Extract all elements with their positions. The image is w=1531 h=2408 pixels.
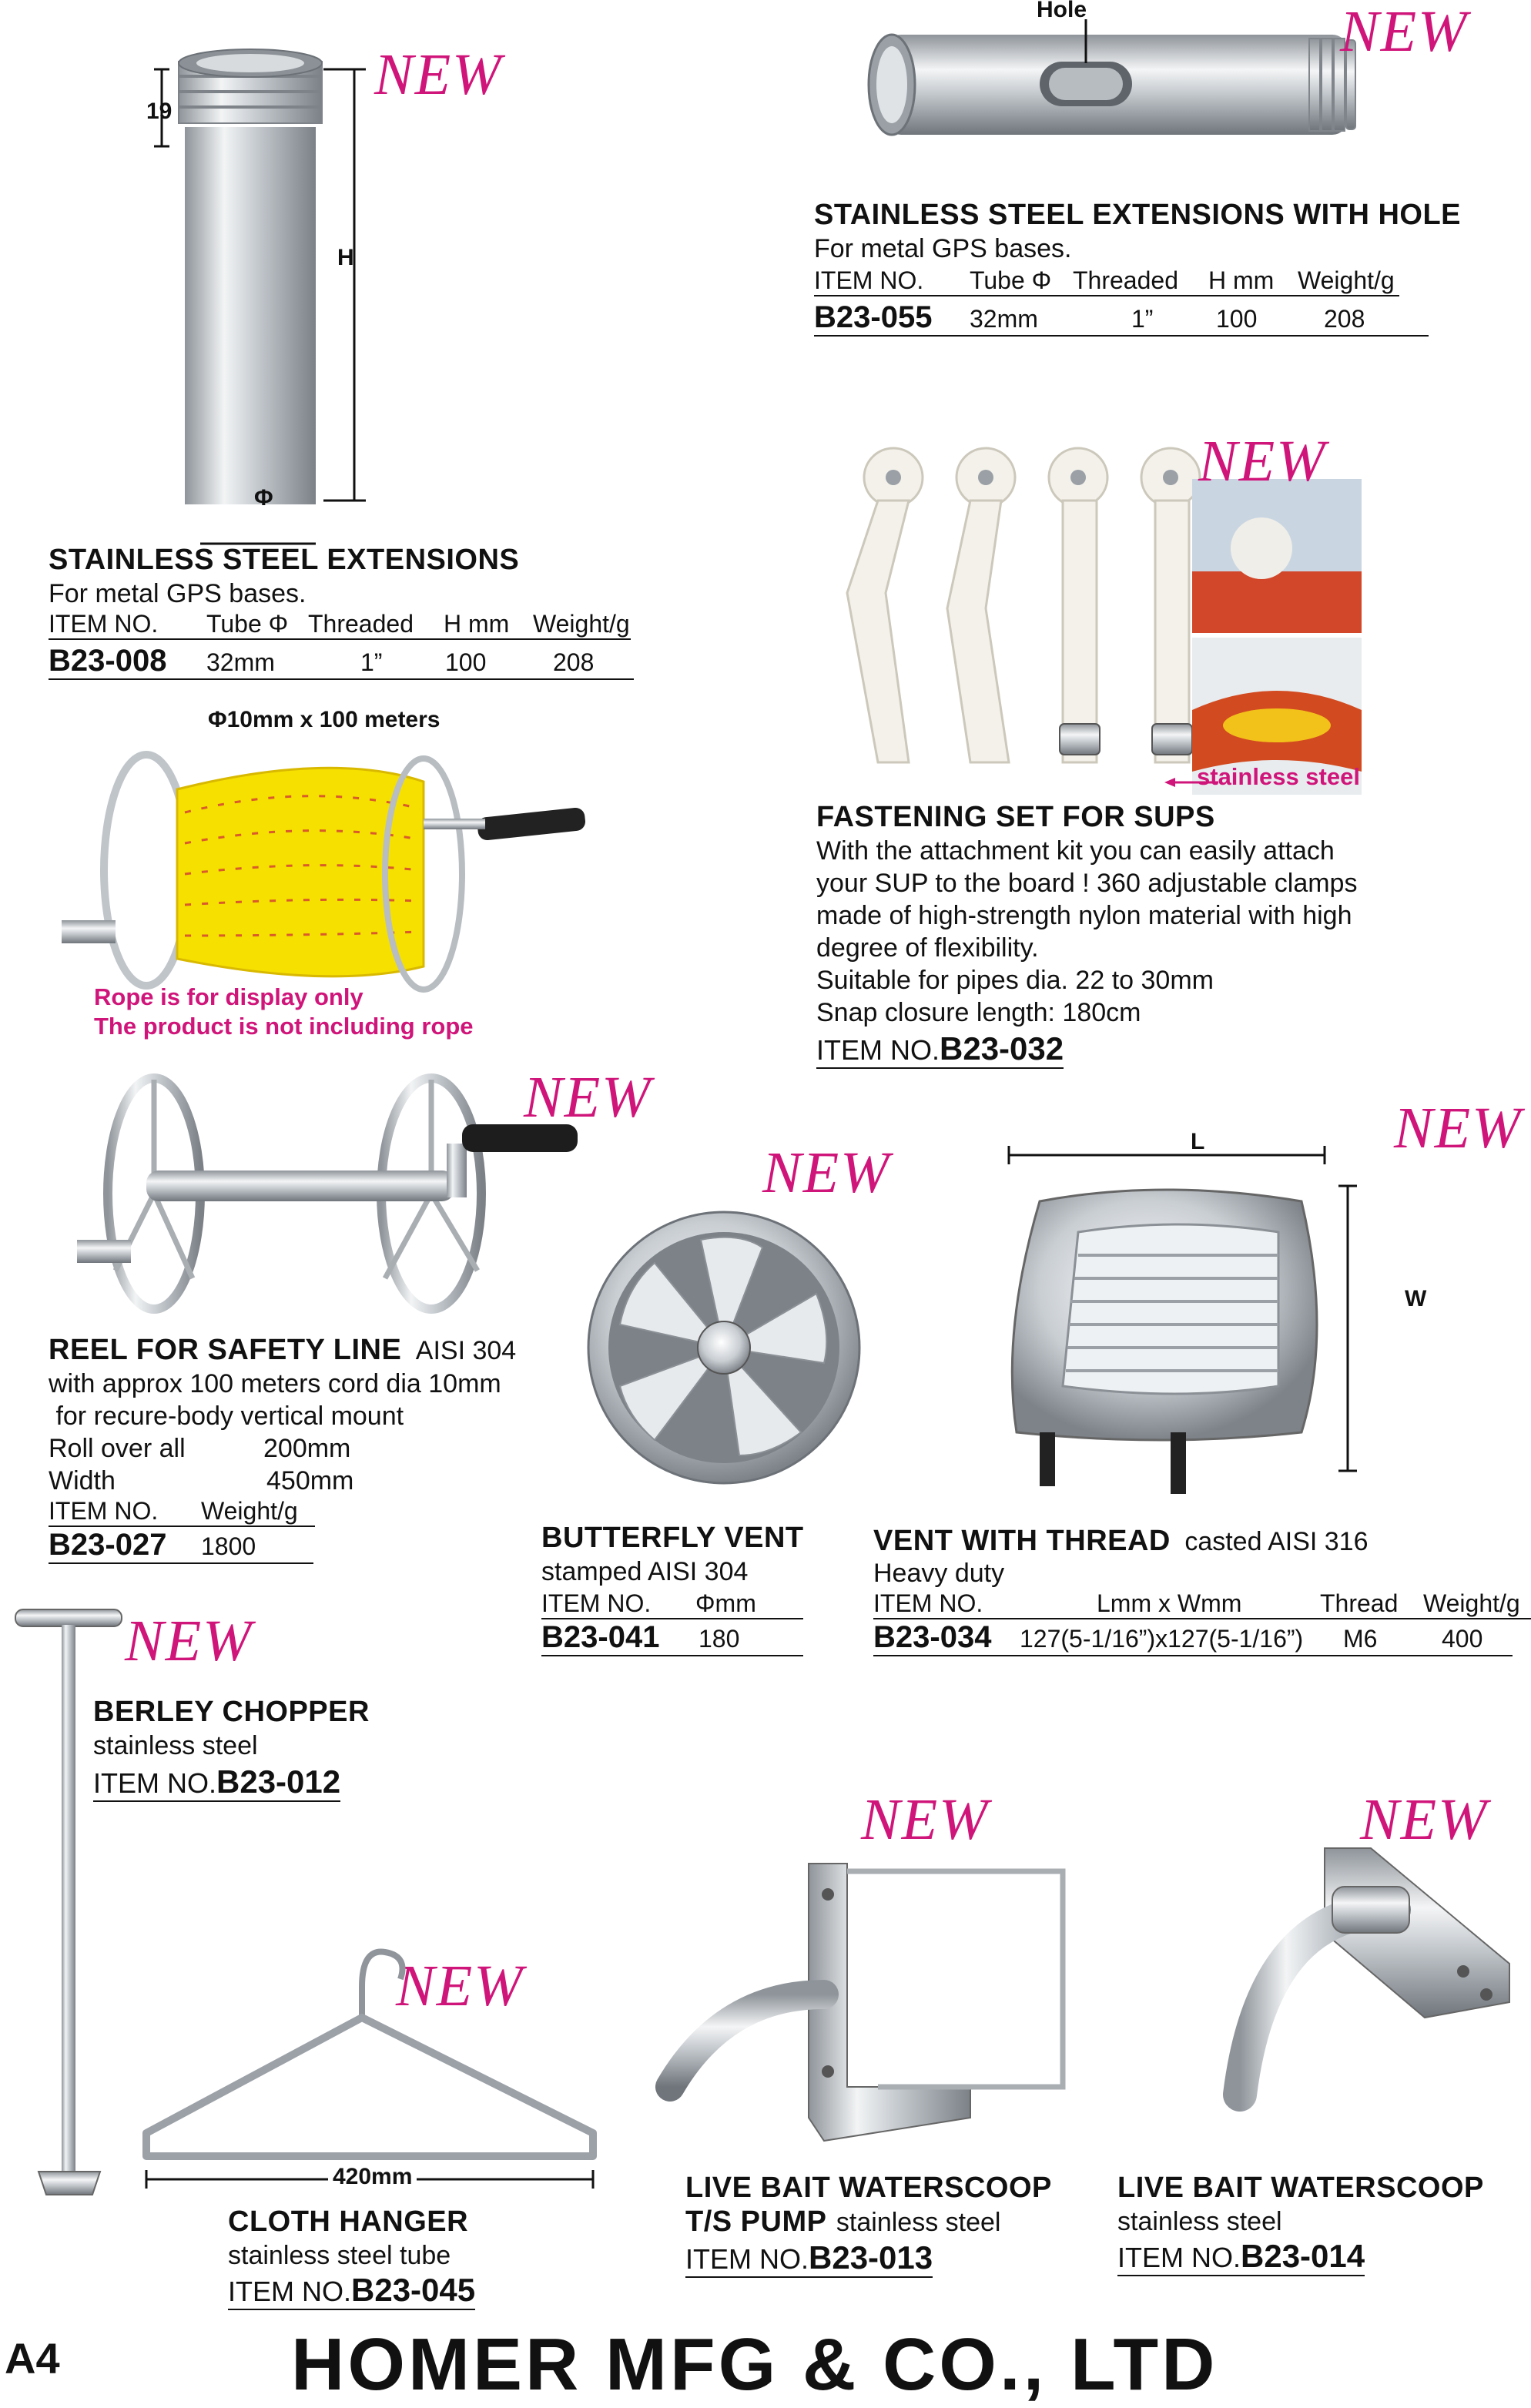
col-item-no: ITEM NO. [873, 1589, 983, 1617]
width-value: 450mm [266, 1466, 354, 1495]
product-title-line [873, 1525, 1369, 1558]
col-weight: Weight/g [201, 1497, 298, 1525]
threaded-value: 1” [1131, 305, 1154, 333]
product-title-2: T/S PUMP [685, 2205, 827, 2238]
description-line: Suitable for pipes dia. 22 to 30mm [816, 966, 1214, 995]
product-title: STAINLESS STEEL EXTENSIONS [49, 544, 520, 576]
page-number: A4 [5, 2334, 60, 2383]
new-badge: NEW [125, 1609, 253, 1673]
product-title: LIVE BAIT WATERSCOOP [1117, 2172, 1484, 2204]
reel-image [77, 1070, 585, 1325]
roll-label: Roll over all [49, 1434, 186, 1463]
fastening-photos [1192, 479, 1362, 795]
h-value: 100 [445, 648, 487, 676]
thread-value: M6 [1343, 1625, 1378, 1653]
new-badge: NEW [374, 42, 503, 107]
cloth-hanger-image [131, 1933, 608, 2187]
description-line: for recure-body vertical mount [49, 1402, 404, 1431]
item-number: B23-041 [541, 1620, 660, 1654]
product-description: stainless steel [1117, 2207, 1282, 2236]
item-number-line [228, 2272, 475, 2310]
item-number: B23-045 [351, 2272, 476, 2308]
new-badge: NEW [396, 1954, 524, 2018]
item-number-line [816, 1030, 1064, 1069]
h-value: 100 [1216, 305, 1258, 333]
extension-hole-section [801, 0, 1531, 347]
scoop-pump-section [647, 1787, 1109, 2295]
dim-l-label: L [1191, 1129, 1205, 1154]
product-material: AISI 304 [415, 1336, 517, 1365]
spec-row [814, 300, 1429, 337]
company-name: HOMER MFG & CO., LTD [291, 2323, 1218, 2406]
fastening-section [801, 416, 1531, 1078]
spec-row [873, 1620, 1513, 1656]
col-threaded: Threaded [1073, 266, 1178, 294]
new-badge: NEW [1340, 0, 1469, 64]
vent-thread-section [863, 1078, 1531, 1679]
description-line: With the attachment kit you can easily attach [816, 836, 1335, 866]
description-line: Snap closure length: 180cm [816, 998, 1141, 1027]
col-item-no: ITEM NO. [814, 266, 924, 294]
item-number: B23-055 [814, 300, 933, 334]
weight-value: 1800 [201, 1532, 256, 1560]
extension-section [0, 0, 770, 693]
product-description: stainless steel tube [228, 2241, 451, 2270]
product-description: stainless steel [93, 1731, 258, 1760]
product-title-line [49, 1334, 516, 1367]
col-weight: Weight/g [1423, 1589, 1520, 1617]
hole-label: Hole [1037, 0, 1087, 22]
fastening-straps-image [832, 439, 1217, 778]
roll-value: 200mm [263, 1434, 351, 1463]
item-number: B23-008 [49, 644, 167, 678]
item-prefix: ITEM NO. [93, 1767, 216, 1799]
rope-note-2: The product is not including rope [94, 1013, 474, 1040]
product-title: FASTENING SET FOR SUPS [816, 801, 1215, 833]
rope-note-1: Rope is for display only [94, 983, 363, 1010]
new-badge: NEW [861, 1787, 990, 1852]
col-h: H mm [1208, 266, 1275, 294]
scoop-section [1094, 1787, 1531, 2295]
item-number: B23-032 [940, 1030, 1064, 1067]
butterfly-vent-section [539, 1124, 891, 1679]
product-title-line [685, 2205, 1000, 2239]
col-thread: Thread [1320, 1589, 1399, 1617]
extension-hole-image [855, 15, 1379, 154]
scoop-image [1171, 1840, 1525, 2164]
item-prefix: ITEM NO. [816, 1034, 940, 1066]
rope-dimension-label: Φ10mm x 100 meters [208, 707, 441, 732]
dim-h-label: H [337, 245, 354, 270]
product-description: For metal GPS bases. [814, 234, 1072, 263]
diameter-value: 180 [698, 1625, 740, 1653]
dim-19-label: 19 [146, 99, 173, 124]
product-description: Heavy duty [873, 1559, 1005, 1588]
spec-header [814, 266, 1399, 296]
item-number: B23-027 [49, 1528, 167, 1562]
width-label: Width [49, 1466, 116, 1495]
col-tube: Tube Φ [206, 610, 289, 638]
product-description: stainless steel [836, 2208, 1001, 2237]
threaded-value: 1” [360, 648, 383, 676]
tube-value: 32mm [206, 648, 275, 676]
spec-row [49, 1528, 313, 1564]
tube-value: 32mm [970, 305, 1038, 333]
spec-header [873, 1589, 1531, 1619]
col-item-no: ITEM NO. [541, 1589, 652, 1617]
rope-reel-section [0, 693, 770, 1047]
item-number-line [685, 2239, 933, 2278]
description-line: degree of flexibility. [816, 933, 1039, 963]
spec-row [541, 1620, 803, 1656]
hanger-section [123, 1917, 616, 2318]
hanger-dimension-label: 420mm [328, 2164, 417, 2190]
item-prefix: ITEM NO. [1117, 2242, 1241, 2273]
description-line: made of high-strength nylon material with high [816, 901, 1352, 930]
item-number: B23-034 [873, 1620, 992, 1654]
spec-row [49, 644, 634, 680]
col-item-no: ITEM NO. [49, 1497, 159, 1525]
col-item-no: ITEM NO. [49, 610, 159, 638]
col-size: Lmm x Wmm [1097, 1589, 1242, 1617]
dim-w-label: W [1405, 1286, 1427, 1311]
spec-header [541, 1589, 803, 1619]
weight-value: 208 [553, 648, 595, 676]
product-description: For metal GPS bases. [49, 579, 307, 608]
product-description: stamped AISI 304 [541, 1557, 749, 1586]
new-badge: NEW [762, 1140, 891, 1205]
col-tube: Tube Φ [970, 266, 1052, 294]
product-material: casted AISI 316 [1184, 1527, 1369, 1556]
product-title: VENT WITH THREAD [873, 1525, 1171, 1557]
product-title: REEL FOR SAFETY LINE [49, 1334, 402, 1366]
dim-phi-label: Φ [254, 485, 273, 511]
col-weight: Weight/g [1298, 266, 1395, 294]
scoop-pump-image [647, 1856, 1078, 2148]
item-prefix: ITEM NO. [685, 2243, 809, 2275]
new-badge: NEW [524, 1065, 652, 1130]
col-diameter: Φmm [695, 1589, 756, 1617]
item-number: B23-013 [809, 2239, 933, 2276]
weight-value: 400 [1442, 1625, 1483, 1653]
new-badge: NEW [1394, 1096, 1523, 1160]
rope-reel-image [62, 735, 585, 990]
description-line: with approx 100 meters cord dia 10mm [49, 1369, 501, 1398]
product-title: BUTTERFLY VENT [541, 1522, 804, 1554]
description-line: your SUP to the board ! 360 adjustable clamps [816, 869, 1358, 898]
item-number-line [93, 1763, 340, 1802]
size-value: 127(5-1/16”)x127(5-1/16”) [1020, 1625, 1304, 1653]
product-title: CLOTH HANGER [228, 2205, 469, 2238]
product-title: STAINLESS STEEL EXTENSIONS WITH HOLE [814, 199, 1462, 231]
butterfly-vent-image [585, 1209, 863, 1486]
vent-thread-image [1009, 1140, 1517, 1494]
product-title: BERLEY CHOPPER [93, 1696, 370, 1728]
stainless-steel-label: stainless steel [1197, 763, 1360, 790]
item-prefix: ITEM NO. [228, 2276, 351, 2307]
spec-header [49, 610, 631, 640]
product-title: LIVE BAIT WATERSCOOP [685, 2172, 1052, 2204]
col-threaded: Threaded [308, 610, 414, 638]
item-number-line [1117, 2238, 1365, 2276]
extension-image [146, 46, 393, 508]
new-badge: NEW [1360, 1787, 1489, 1852]
item-number: B23-012 [216, 1763, 341, 1800]
col-h: H mm [444, 610, 510, 638]
new-badge: NEW [1198, 429, 1327, 494]
item-number: B23-014 [1241, 2238, 1365, 2274]
col-weight: Weight/g [533, 610, 630, 638]
weight-value: 208 [1324, 305, 1365, 333]
spec-header [49, 1497, 315, 1527]
